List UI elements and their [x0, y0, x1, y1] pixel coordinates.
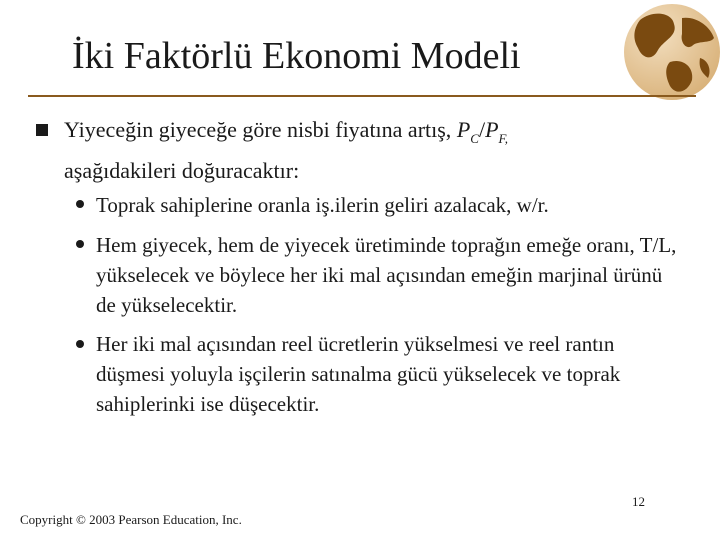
title-divider [28, 95, 696, 97]
bullet-dot-icon [76, 200, 84, 208]
bullet-dot-icon [76, 240, 84, 248]
sub-bullet-text: Hem giyecek, hem de yiyecek üretiminde toprağın emeğe oranı, T/L, yükselecek ve böylece her iki mal açısından emeğin marjinal ürünü de yükselecektir. [96, 233, 677, 317]
copyright-notice: Copyright © 2003 Pearson Education, Inc. [20, 512, 242, 527]
sub-bullet-text: Her iki mal açısından reel ücretlerin yükselmesi ve reel rantın düşmesi yoluyla işçilerin satınalma gücü yükselecek ve toprak sahiplerinki ise düşecektir. [96, 332, 621, 416]
slide-title: İki Faktörlü Ekonomi Modeli [72, 35, 521, 77]
globe-icon [612, 0, 720, 110]
sub-bullet-text: Toprak sahiplerine oranla iş.ilerin geliri azalacak, w/r. [96, 193, 549, 217]
bullet-dot-icon [76, 340, 84, 348]
page-number: 12 [632, 494, 645, 509]
main-bullet-text: Yiyeceğin giyeceğe göre nisbi fiyatına artış, $P_C/P_{F,}$ aşağıdakileri doğuracaktır: [64, 117, 509, 183]
bullet-square-icon [36, 124, 48, 136]
